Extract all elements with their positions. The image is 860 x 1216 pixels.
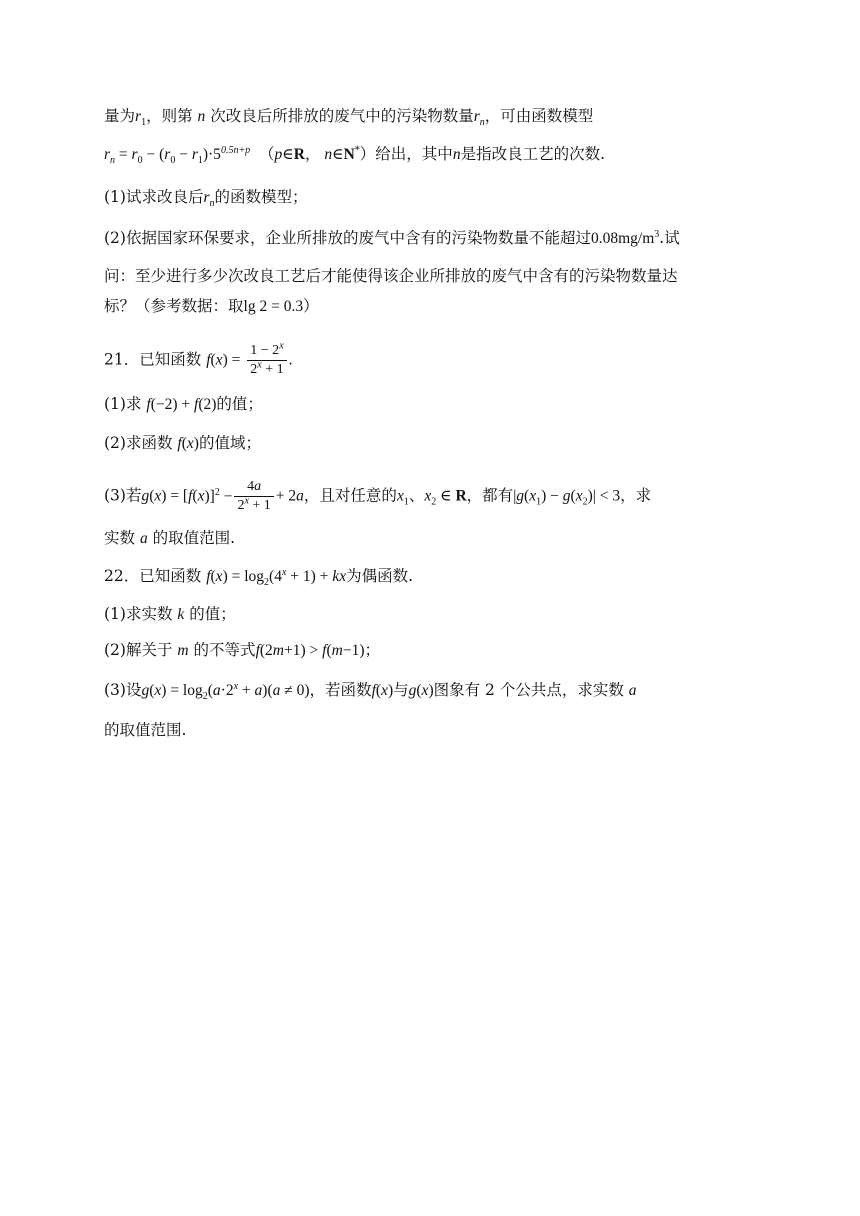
p20-line1: 量为$r_1$，则第 n 次改良后所排放的废气中的污染物数量$r_n$，可由函数模型 (104, 107, 594, 129)
text: ，则第 (146, 107, 193, 125)
text: 的取值范围. (104, 721, 187, 739)
text: 的函数模型； (214, 188, 308, 206)
text: (1)求实数 (104, 605, 173, 623)
text: 的值域； (198, 434, 261, 452)
text: .试 (659, 229, 680, 247)
p21-part3-line2: 实数 a 的取值范围. (104, 529, 236, 547)
text: ） (303, 297, 319, 315)
text: 与 (393, 681, 409, 699)
text: 次改良后所排放的废气中的污染物数量 (210, 107, 474, 125)
text: ； (364, 641, 381, 659)
text: 量为 (104, 107, 136, 125)
text: 给出，其中 (375, 145, 453, 163)
p22-part3: (3)设$g(x) = \log_2(a\cdot 2^x + a)(a \ne 0)$，若函数f(x)与g(x)图象有 2 个公共点，求实数 a (104, 680, 637, 703)
question-number: 21． (104, 350, 140, 369)
text: ，求 (620, 486, 652, 505)
text: (3)设 (104, 681, 142, 699)
p20-part2-line2 (104, 264, 678, 288)
text: (2)求函数 (104, 434, 173, 452)
formula-rn: $r_n = r_0 - (r_0 - r_1)\cdot 5^{0.5n+p}$ (104, 144, 251, 167)
text: (1)试求改良后 (104, 188, 204, 206)
text: 已知函数 (139, 350, 202, 369)
question-number: 22． (104, 567, 140, 585)
text: 的值； (189, 605, 236, 623)
p20-part2-line1 (104, 226, 680, 251)
text: (3)若 (104, 486, 142, 505)
p21-part3: (3)若$g(x) = [f(x)]^2$ − $\frac{4a}{2^x + 1}$ + 2a，且对任意的$x_1$、$x_2$ ∈ R，都有$|g(x_1) - g(x_2)| < 3$，求 (104, 479, 652, 513)
p21-part1: (1)求 f(−2) + f(2)的值； (104, 395, 263, 413)
limit-value: $0.08mg/m^3$ (590, 228, 660, 247)
fraction: $\frac{4a}{2^x + 1}$ (234, 478, 273, 515)
text: 是指改良工艺的次数. (460, 145, 605, 163)
p21-part2: (2)求函数 f(x)的值域； (104, 434, 261, 452)
text: (1)求 (104, 395, 142, 413)
text: ，都有 (466, 486, 514, 505)
p22-part3-line2 (104, 718, 186, 742)
p21-stem: 21．已知函数 f(x) = $\frac{1 - 2^x}{2^x + 1}$ . (104, 340, 293, 377)
text: 为偶函数. (346, 567, 414, 585)
text: ，且对任意的 (303, 486, 397, 505)
text: 已知函数 (139, 567, 202, 585)
text: 图象有 2 个公共点，求实数 (433, 681, 624, 699)
text: 的值； (216, 395, 263, 413)
fraction: $\frac{1 - 2^x}{2^x + 1}$ (247, 342, 286, 379)
p20-line2: $r_n = r_0 - (r_0 - r_1)\cdot 5^{0.5n+p}$ （p∈R， n∈N*）给出，其中n是指改良工艺的次数. (104, 144, 605, 167)
p20-part1: (1)试求改良后$r_n$的函数模型； (104, 188, 308, 210)
text: ，可由函数模型 (484, 107, 594, 125)
text: 标？（参考数据：取 (104, 297, 244, 315)
text: (2)依据国家环保要求，企业所排放的废气中含有的污染物数量不能超过 (104, 229, 591, 247)
p20-part2-line3: 标？（参考数据：取lg 2 = 0.3） (104, 297, 319, 315)
p22-part2: (2)解关于 m 的不等式f(2m+1) > f(m−1)； (104, 641, 381, 659)
text: 的不等式 (193, 641, 256, 659)
text: ，若函数 (309, 681, 372, 699)
p22-stem: 22．已知函数 $f(x) = \log_2(4^x + 1)$ + kx为偶函数. (104, 566, 414, 589)
text: 实数 (104, 529, 136, 547)
text: 的取值范围. (152, 529, 236, 547)
text: (2)解关于 (104, 641, 173, 659)
text: 问：至少进行多少次改良工艺后才能使得该企业所排放的废气中含有的污染物数量达 (104, 267, 678, 285)
p22-part1: (1)求实数 k 的值； (104, 605, 236, 623)
